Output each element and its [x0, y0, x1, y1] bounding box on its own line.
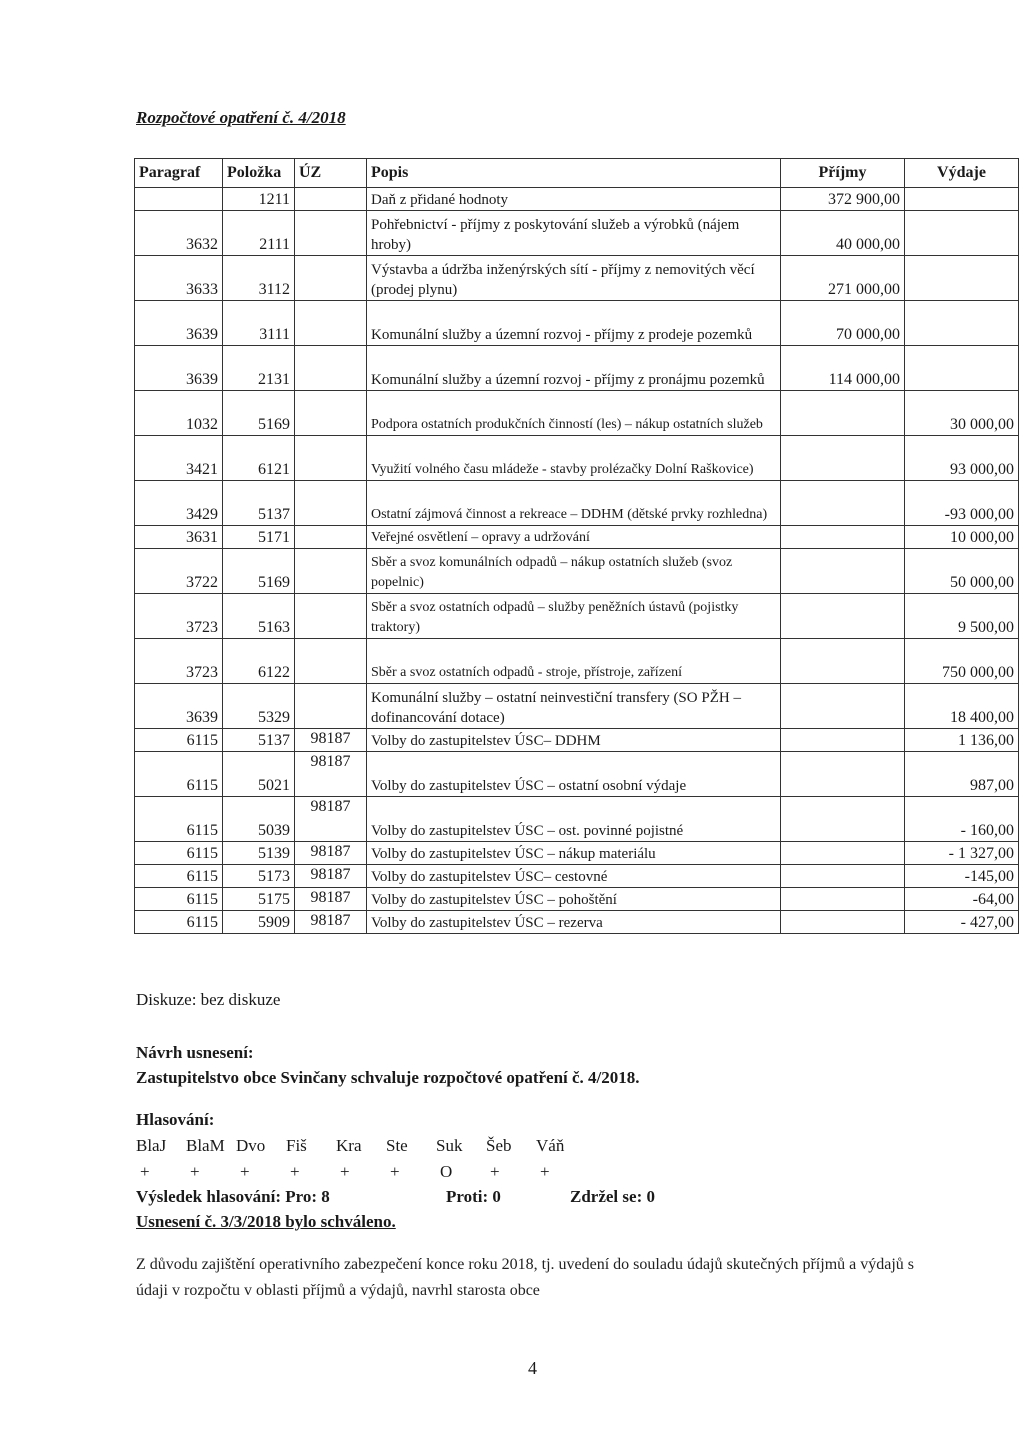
cell-vydaje: 30 000,00 [905, 391, 1019, 436]
cell-uz: 98187 [295, 729, 367, 752]
cell-prijmy [781, 729, 905, 752]
table-row [135, 346, 1019, 391]
table-row [135, 639, 1019, 684]
cell-popis: Pohřebnictví - příjmy z poskytování služeb a výrobků (nájem hroby) [367, 211, 781, 256]
cell-prijmy [781, 888, 905, 911]
cell-popis: Volby do zastupitelstev ÚSC – rezerva [367, 911, 781, 934]
header-popis: Popis [367, 159, 781, 188]
cell-vydaje: 9 500,00 [905, 594, 1019, 639]
table-row [135, 301, 1019, 346]
voter-list [136, 1136, 656, 1156]
closing-paragraph: Z důvodu zajištění operativního zabezpečení konce roku 2018, tj. uvedení do souladu údajů skutečných příjmů a výdajů s údaji v rozpočtu v oblasti příjmů a výdajů, navrhl starosta obce [136, 1256, 915, 1299]
cell-paragraf: 6115 [135, 911, 223, 934]
table-row [135, 797, 1019, 842]
cell-paragraf: 3429 [135, 481, 223, 526]
cell-polozka: 5137 [223, 729, 295, 752]
table-row [135, 188, 1019, 211]
cell-prijmy [781, 911, 905, 934]
table-row [135, 911, 1019, 934]
cell-polozka: 5021 [223, 752, 295, 797]
header-uz: ÚZ [295, 159, 367, 188]
cell-paragraf: 3633 [135, 256, 223, 301]
cell-paragraf: 3639 [135, 346, 223, 391]
cell-polozka: 5137 [223, 481, 295, 526]
cell-prijmy: 40 000,00 [781, 211, 905, 256]
cell-paragraf: 3632 [135, 211, 223, 256]
header-vydaje: Výdaje [905, 159, 1019, 188]
table-row [135, 752, 1019, 797]
vote-mark: + [540, 1162, 550, 1181]
cell-polozka: 5909 [223, 911, 295, 934]
cell-polozka: 5173 [223, 865, 295, 888]
table-row [135, 256, 1019, 301]
cell-prijmy [781, 797, 905, 842]
cell-uz [295, 639, 367, 684]
cell-paragraf: 3639 [135, 301, 223, 346]
cell-popis: Sběr a svoz ostatních odpadů - stroje, přístroje, zařízení [367, 639, 781, 684]
cell-polozka: 6122 [223, 639, 295, 684]
cell-uz [295, 256, 367, 301]
cell-prijmy: 114 000,00 [781, 346, 905, 391]
cell-polozka: 3111 [223, 301, 295, 346]
table-row [135, 211, 1019, 256]
voter-name: Suk [436, 1136, 463, 1155]
cell-uz: 98187 [295, 752, 367, 797]
cell-vydaje [905, 301, 1019, 346]
cell-vydaje: 750 000,00 [905, 639, 1019, 684]
cell-vydaje [905, 256, 1019, 301]
resolution-statement: Usnesení č. 3/3/2018 bylo schváleno. [136, 1212, 396, 1231]
voter-name: Šeb [486, 1136, 512, 1155]
cell-polozka: 6121 [223, 436, 295, 481]
cell-paragraf: 6115 [135, 797, 223, 842]
cell-vydaje: -145,00 [905, 865, 1019, 888]
cell-popis: Ostatní zájmová činnost a rekreace – DDHM (dětské prvky rozhledna) [367, 481, 781, 526]
vote-mark: + [240, 1162, 250, 1181]
cell-polozka: 5039 [223, 797, 295, 842]
cell-prijmy [781, 436, 905, 481]
cell-uz: 98187 [295, 842, 367, 865]
cell-prijmy [781, 865, 905, 888]
cell-prijmy: 372 900,00 [781, 188, 905, 211]
cell-popis: Volby do zastupitelstev ÚSC– cestovné [367, 865, 781, 888]
cell-vydaje: -93 000,00 [905, 481, 1019, 526]
cell-prijmy [781, 549, 905, 594]
cell-popis: Podpora ostatních produkčních činností (les) – nákup ostatních služeb [367, 391, 781, 436]
cell-vydaje: 50 000,00 [905, 549, 1019, 594]
cell-uz [295, 391, 367, 436]
cell-popis: Daň z přidané hodnoty [367, 188, 781, 211]
cell-paragraf: 6115 [135, 729, 223, 752]
cell-paragraf: 3639 [135, 684, 223, 729]
voter-name: BlaM [186, 1136, 225, 1155]
table-row [135, 481, 1019, 526]
cell-polozka: 2131 [223, 346, 295, 391]
cell-popis: Volby do zastupitelstev ÚSC– DDHM [367, 729, 781, 752]
vote-mark: + [290, 1162, 300, 1181]
result-for: Výsledek hlasování: Pro: 8 [136, 1187, 330, 1206]
table-header-row [135, 159, 1019, 188]
cell-prijmy [781, 752, 905, 797]
cell-popis: Volby do zastupitelstev ÚSC – ost. povinné pojistné [367, 797, 781, 842]
cell-uz [295, 301, 367, 346]
vote-mark: O [440, 1162, 453, 1181]
cell-uz [295, 549, 367, 594]
cell-paragraf: 6115 [135, 865, 223, 888]
cell-polozka: 1211 [223, 188, 295, 211]
cell-uz [295, 684, 367, 729]
cell-prijmy [781, 684, 905, 729]
cell-vydaje: 1 136,00 [905, 729, 1019, 752]
cell-paragraf: 6115 [135, 842, 223, 865]
cell-popis: Využití volného času mládeže - stavby prolézačky Dolní Raškovice) [367, 436, 781, 481]
cell-paragraf: 3723 [135, 594, 223, 639]
cell-polozka: 3112 [223, 256, 295, 301]
cell-prijmy [781, 594, 905, 639]
cell-paragraf: 6115 [135, 752, 223, 797]
cell-paragraf: 3722 [135, 549, 223, 594]
cell-prijmy [781, 481, 905, 526]
voter-name: BlaJ [136, 1136, 167, 1155]
cell-uz [295, 594, 367, 639]
cell-prijmy [781, 639, 905, 684]
cell-uz: 98187 [295, 888, 367, 911]
proposal-heading: Návrh usnesení: [136, 1043, 254, 1062]
cell-prijmy [781, 391, 905, 436]
cell-paragraf: 3421 [135, 436, 223, 481]
cell-uz [295, 436, 367, 481]
cell-popis: Komunální služby a územní rozvoj - příjmy z prodeje pozemků [367, 301, 781, 346]
table-row [135, 549, 1019, 594]
vote-mark: + [190, 1162, 200, 1181]
table-row [135, 684, 1019, 729]
header-paragraf: Paragraf [135, 159, 223, 188]
page-title: Rozpočtové opatření č. 4/2018 [136, 108, 346, 127]
cell-uz [295, 481, 367, 526]
cell-paragraf: 6115 [135, 888, 223, 911]
table-row [135, 526, 1019, 549]
cell-vydaje: - 427,00 [905, 911, 1019, 934]
cell-popis: Volby do zastupitelstev ÚSC – ostatní osobní výdaje [367, 752, 781, 797]
header-polozka: Položka [223, 159, 295, 188]
voter-name: Váň [536, 1136, 565, 1155]
cell-vydaje [905, 346, 1019, 391]
cell-paragraf [135, 188, 223, 211]
table-row [135, 729, 1019, 752]
voter-name: Fiš [286, 1136, 307, 1155]
cell-polozka: 5169 [223, 549, 295, 594]
cell-paragraf: 3723 [135, 639, 223, 684]
cell-polozka: 5169 [223, 391, 295, 436]
voter-name: Kra [336, 1136, 362, 1155]
cell-vydaje: - 1 327,00 [905, 842, 1019, 865]
vote-mark: + [340, 1162, 350, 1181]
budget-table [134, 158, 1019, 934]
voter-name: Dvo [236, 1136, 266, 1155]
cell-popis: Volby do zastupitelstev ÚSC – pohoštění [367, 888, 781, 911]
cell-vydaje [905, 188, 1019, 211]
voting-heading: Hlasování: [136, 1110, 215, 1129]
table-row [135, 436, 1019, 481]
cell-vydaje: 93 000,00 [905, 436, 1019, 481]
cell-uz: 98187 [295, 865, 367, 888]
discussion-note: Diskuze: bez diskuze [136, 990, 281, 1009]
cell-paragraf: 1032 [135, 391, 223, 436]
cell-polozka: 5329 [223, 684, 295, 729]
vote-mark: + [140, 1162, 150, 1181]
table-row [135, 865, 1019, 888]
header-prijmy: Příjmy [781, 159, 905, 188]
cell-prijmy: 271 000,00 [781, 256, 905, 301]
cell-uz [295, 211, 367, 256]
vote-list [140, 1162, 660, 1182]
table-row [135, 391, 1019, 436]
cell-vydaje [905, 211, 1019, 256]
table-row [135, 842, 1019, 865]
cell-prijmy: 70 000,00 [781, 301, 905, 346]
cell-popis: Veřejné osvětlení – opravy a udržování [367, 526, 781, 549]
result-abstain: Zdržel se: 0 [570, 1187, 655, 1206]
cell-vydaje: - 160,00 [905, 797, 1019, 842]
cell-uz [295, 188, 367, 211]
cell-vydaje: 18 400,00 [905, 684, 1019, 729]
cell-popis: Výstavba a údržba inženýrských sítí - příjmy z nemovitých věcí (prodej plynu) [367, 256, 781, 301]
cell-uz [295, 526, 367, 549]
cell-polozka: 5175 [223, 888, 295, 911]
cell-vydaje: 10 000,00 [905, 526, 1019, 549]
cell-vydaje: 987,00 [905, 752, 1019, 797]
cell-popis: Sběr a svoz komunálních odpadů – nákup ostatních služeb (svoz popelnic) [367, 549, 781, 594]
proposal-text: Zastupitelstvo obce Svinčany schvaluje rozpočtové opatření č. 4/2018. [136, 1068, 640, 1087]
cell-vydaje: -64,00 [905, 888, 1019, 911]
cell-prijmy [781, 526, 905, 549]
vote-result [136, 1187, 696, 1207]
vote-mark: + [490, 1162, 500, 1181]
cell-polozka: 2111 [223, 211, 295, 256]
cell-uz: 98187 [295, 797, 367, 842]
cell-popis: Volby do zastupitelstev ÚSC – nákup materiálu [367, 842, 781, 865]
cell-polozka: 5139 [223, 842, 295, 865]
cell-popis: Komunální služby a územní rozvoj - příjmy z pronájmu pozemků [367, 346, 781, 391]
cell-paragraf: 3631 [135, 526, 223, 549]
table-row [135, 888, 1019, 911]
table-row [135, 594, 1019, 639]
vote-mark: + [390, 1162, 400, 1181]
cell-prijmy [781, 842, 905, 865]
voter-name: Ste [386, 1136, 408, 1155]
cell-polozka: 5163 [223, 594, 295, 639]
cell-uz [295, 346, 367, 391]
result-against: Proti: 0 [446, 1187, 501, 1206]
page-number: 4 [528, 1358, 537, 1378]
cell-uz: 98187 [295, 911, 367, 934]
cell-polozka: 5171 [223, 526, 295, 549]
cell-popis: Komunální služby – ostatní neinvestiční transfery (SO PŽH – dofinancování dotace) [367, 684, 781, 729]
cell-popis: Sběr a svoz ostatních odpadů – služby peněžních ústavů (pojistky traktory) [367, 594, 781, 639]
